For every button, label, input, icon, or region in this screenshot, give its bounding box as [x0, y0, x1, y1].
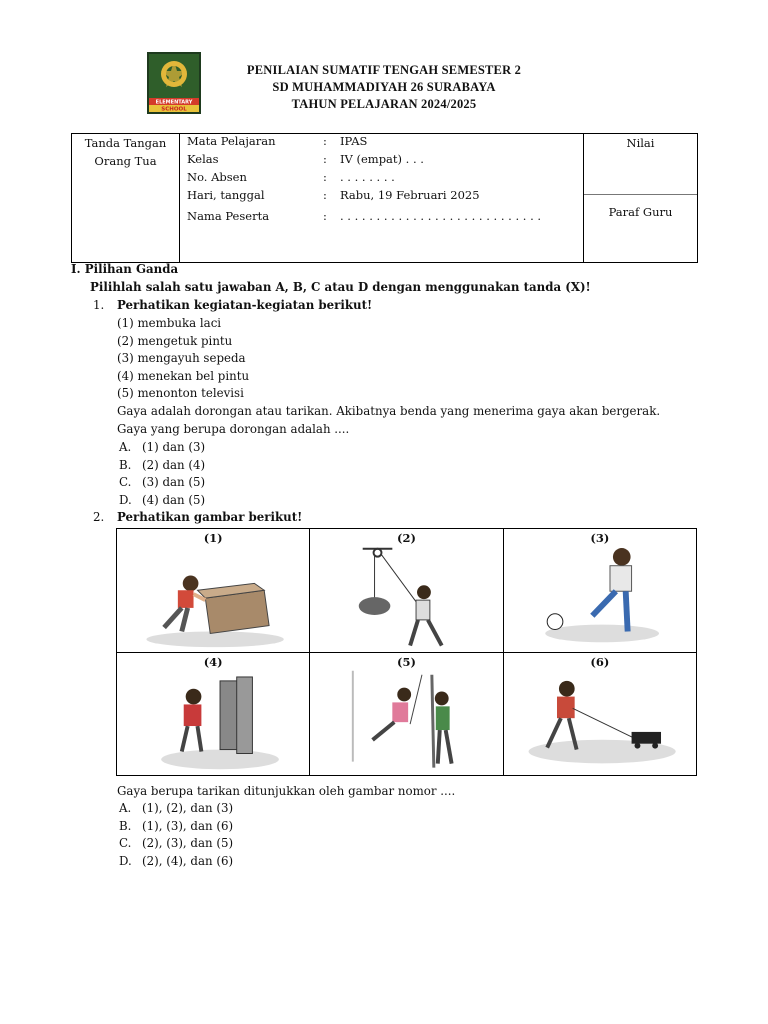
exam-title: PENILAIAN SUMATIF TENGAH SEMESTER 2: [246, 63, 522, 77]
picture-label-5: (5): [397, 654, 416, 669]
q1-option-letter[interactable]: D.: [119, 492, 132, 507]
q1-item: (5) menonton televisi: [117, 386, 244, 401]
child-kicking-ball-illustration: [504, 529, 696, 652]
q2-option-text[interactable]: (2), (4), dan (6): [142, 853, 234, 868]
q2-text: Gaya berupa tarikan ditunjukkan oleh gambar nomor ....: [117, 784, 456, 798]
q1-item: (1) membuka laci: [117, 316, 222, 330]
school-year: TAHUN PELAJARAN 2024/2025: [291, 97, 477, 111]
child-pulling-toy-car-illustration: [504, 653, 696, 776]
parent-signature-label-2: Orang Tua: [94, 153, 157, 168]
picture-grid: [116, 528, 697, 776]
info-field-label: Nama Peserta: [187, 209, 270, 223]
section-instruction: Pilihlah salah satu jawaban A, B, C atau D dengan menggunakan tanda (X)!: [90, 280, 591, 294]
parent-signature-label-1: Tanda Tangan: [84, 136, 167, 150]
q1-prompt: Perhatikan kegiatan-kegiatan berikut!: [117, 298, 373, 312]
q1-text-1: Gaya adalah dorongan atau tarikan. Akibatnya benda yang menerima gaya akan bergerak.: [117, 404, 661, 418]
svg-text:SCHOOL: SCHOOL: [161, 106, 187, 113]
q2-prompt: Perhatikan gambar berikut!: [117, 510, 303, 524]
info-field-value: . . . . . . . .: [340, 170, 395, 184]
info-field-colon: :: [323, 209, 327, 223]
picture-label-1: (1): [203, 531, 223, 545]
info-field-value: . . . . . . . . . . . . . . . . . . . . . . . . . . . .: [340, 209, 542, 223]
school-name: SD MUHAMMADIYAH 26 SURABAYA: [272, 80, 496, 94]
q1-option-letter[interactable]: C.: [119, 475, 132, 490]
picture-cell-5: [310, 652, 503, 776]
info-field-label: Hari, tanggal: [187, 188, 265, 202]
info-field-colon: :: [323, 134, 327, 148]
q1-option-text[interactable]: (3) dan (5): [142, 475, 206, 490]
info-field-colon: :: [323, 152, 327, 166]
picture-cell-4: [117, 652, 310, 776]
info-field-value: IPAS: [340, 134, 368, 148]
q1-option-letter[interactable]: B.: [119, 457, 132, 472]
svg-text:ELEMENTARY: ELEMENTARY: [155, 99, 193, 106]
q2-option-text[interactable]: (2), (3), dan (5): [142, 836, 234, 851]
score-label: Nilai: [626, 136, 655, 150]
q1-item: (3) mengayuh sepeda: [117, 351, 246, 366]
student-info-cell: [180, 134, 584, 263]
identity-table: [71, 133, 698, 263]
parent-signature-cell: [72, 134, 180, 263]
q2-option-letter[interactable]: B.: [119, 818, 132, 833]
picture-cell-2: [310, 529, 503, 653]
q1-number: 1.: [93, 298, 105, 312]
info-field-colon: :: [323, 188, 327, 202]
score-cell: [584, 134, 698, 263]
info-field-label: Mata Pelajaran: [187, 134, 276, 148]
q2-number: 2.: [93, 510, 105, 524]
picture-label-6: (6): [590, 654, 610, 669]
q2-option-letter[interactable]: A.: [119, 801, 132, 815]
q1-item: (4) menekan bel pintu: [117, 368, 250, 383]
info-field-colon: :: [323, 170, 327, 184]
q1-option-letter[interactable]: A.: [119, 440, 132, 454]
q2-option-text[interactable]: (1), (3), dan (6): [142, 818, 234, 833]
picture-cell-3: [503, 529, 696, 653]
info-field-value: Rabu, 19 Februari 2025: [340, 188, 480, 202]
picture-label-2: (2): [397, 531, 416, 545]
q1-text-2: Gaya yang berupa dorongan adalah ....: [117, 422, 350, 436]
pulling-rope-pulley-illustration: [310, 529, 502, 652]
q1-option-text[interactable]: (2) dan (4): [142, 457, 206, 472]
picture-label-3: (3): [590, 531, 610, 545]
picture-label-4: (4): [203, 654, 223, 669]
info-field-label: Kelas: [187, 152, 219, 166]
children-on-swing-illustration: [310, 653, 502, 776]
q1-option-text[interactable]: (1) dan (3): [142, 440, 206, 454]
child-pushing-box-illustration: [117, 529, 309, 652]
q2-option-letter[interactable]: D.: [119, 853, 132, 868]
info-field-label: No. Absen: [187, 170, 247, 184]
q1-option-text[interactable]: (4) dan (5): [142, 492, 206, 507]
teacher-initials-label: Paraf Guru: [608, 205, 673, 219]
picture-cell-6: [503, 652, 696, 776]
picture-cell-1: [117, 529, 310, 653]
q1-item: (2) mengetuk pintu: [117, 333, 233, 348]
q2-option-text[interactable]: (1), (2), dan (3): [142, 801, 234, 815]
q2-option-letter[interactable]: C.: [119, 836, 132, 851]
score-divider: [584, 194, 697, 195]
info-field-value: IV (empat) . . .: [340, 152, 424, 166]
child-using-pump-illustration: [117, 653, 309, 776]
section-title: I. Pilihan Ganda: [71, 262, 179, 276]
